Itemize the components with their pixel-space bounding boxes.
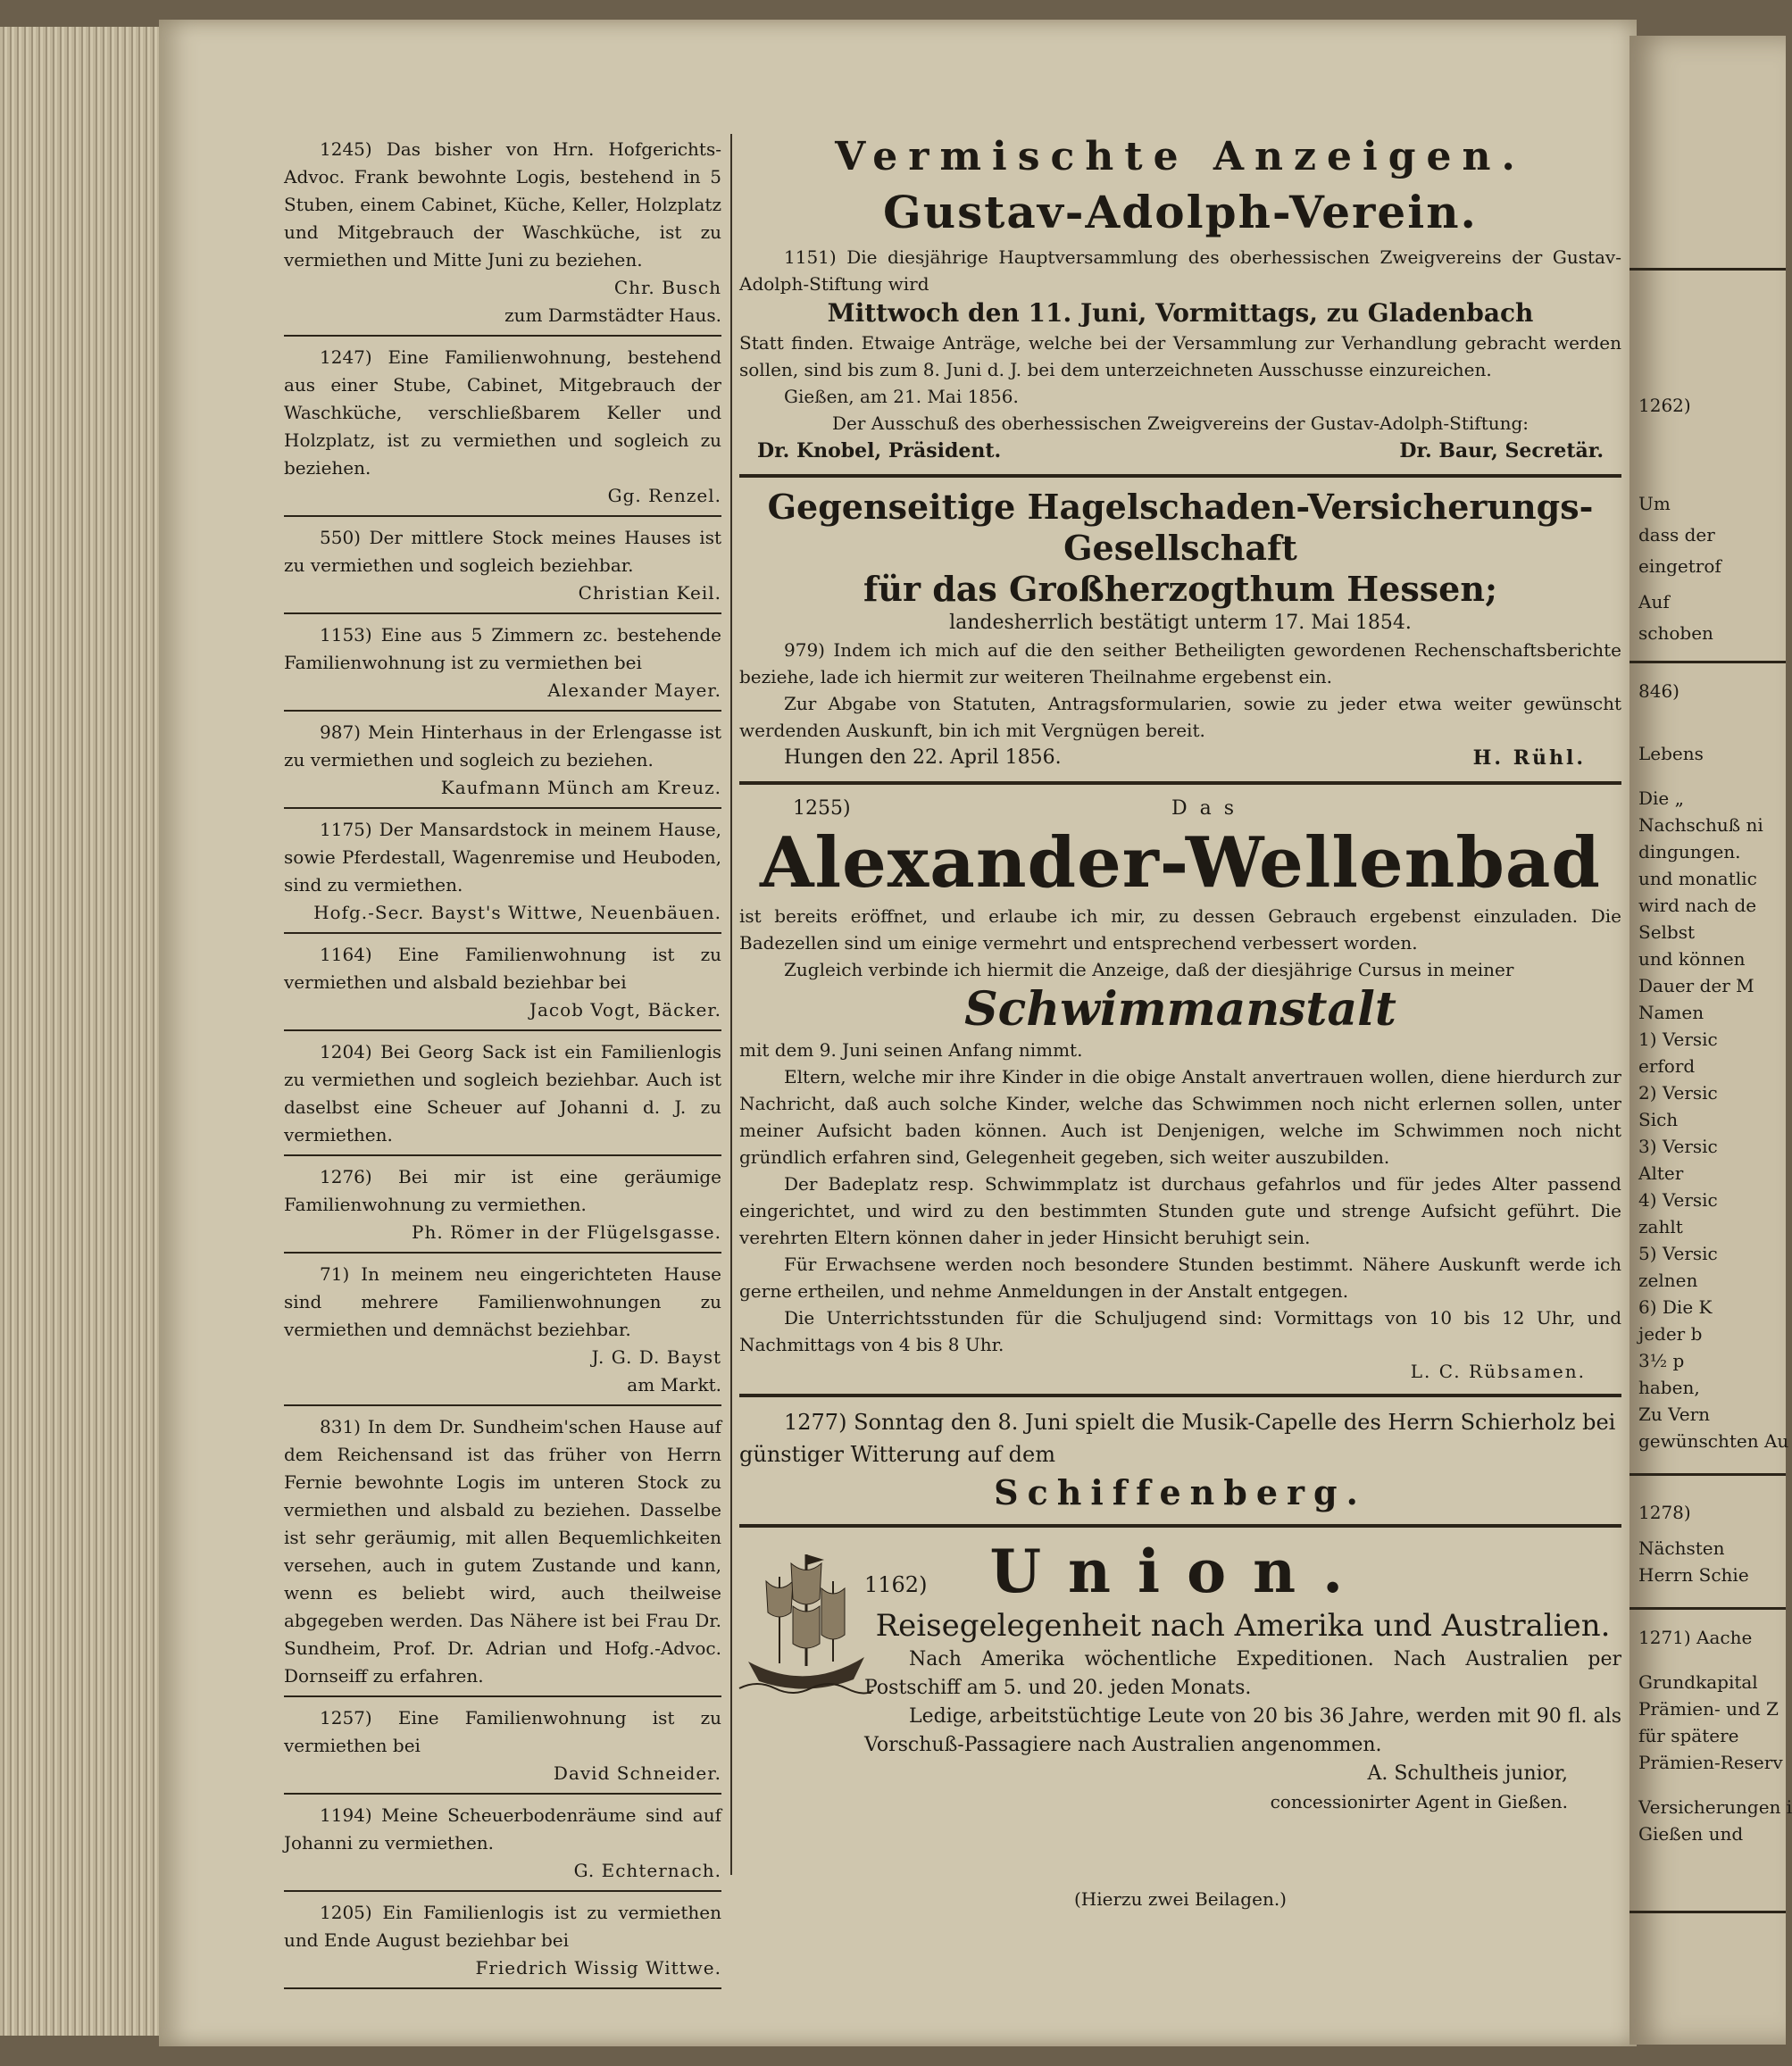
wellenbad-paragraph-2: Zugleich verbinde ich hiermit die Anzeige, daß der diesjährige Cursus in meiner xyxy=(784,959,1514,980)
union-paragraph-2: Ledige, arbeitstüchtige Leute von 20 bis 36 Jahre, werden mit 90 fl. als Vorschuß-Passagiere nach Australien angenommen. xyxy=(864,1705,1621,1756)
hagel-paragraph-2: Zur Abgabe von Statuten, Antragsformularien, sowie zu jeder etwa weiter gewünscht werdenden Auskunft, bin ich mit Vergnügen bereit. xyxy=(739,693,1621,741)
wellenbad-paragraph-7: Die Unterrichtsstunden für die Schuljugend sind: Vormittags von 10 bis 12 Uhr, und Nachmittags von 4 bis 8 Uhr. xyxy=(739,1307,1621,1355)
union-number: 1162) xyxy=(864,1572,928,1597)
adjacent-page-line: 1271) Aache xyxy=(1638,1627,1753,1648)
divider xyxy=(739,1394,1621,1397)
left-ad-signature: Gg. Renzel. xyxy=(607,485,721,506)
gustav-sig-left: Dr. Knobel, Präsident. xyxy=(757,439,1002,462)
left-ad-signature: Friedrich Wissig Wittwe. xyxy=(475,1957,721,1979)
left-ad-text: 71) In meinem neu eingerichteten Hause sind mehrere Familienwohnungen zu vermiethen und demnächst beziehbar. xyxy=(284,1263,721,1340)
left-ad xyxy=(284,1259,721,1406)
left-ad xyxy=(284,342,721,517)
union-ad xyxy=(739,1537,1621,1815)
adjacent-page-line: erford xyxy=(1638,1055,1696,1077)
left-ad-text: 1257) Eine Familienwohnung ist zu vermiethen bei xyxy=(284,1707,721,1756)
left-ad xyxy=(284,1703,721,1795)
adjacent-page-line: Lebens xyxy=(1638,743,1704,764)
adjacent-page-line: Sich xyxy=(1638,1109,1679,1130)
wellenbad-das: Das xyxy=(1171,797,1246,820)
adjacent-page-line: eingetrof xyxy=(1638,555,1721,577)
divider xyxy=(739,474,1621,478)
adjacent-page-line: Auf xyxy=(1638,591,1670,612)
adjacent-page-line: Prämien-Reserv xyxy=(1638,1752,1783,1773)
adjacent-page-line: wird nach de xyxy=(1638,895,1757,916)
left-ad-signature-2: am Markt. xyxy=(627,1374,721,1395)
left-ad-text: 1205) Ein Familienlogis ist zu vermiethen und Ende August beziehbar bei xyxy=(284,1902,721,1951)
divider xyxy=(739,1524,1621,1528)
wellenbad-signature: L. C. Rübsamen. xyxy=(1410,1361,1586,1382)
adjacent-page-line: Prämien- und Z xyxy=(1638,1698,1779,1720)
adjacent-page-line: Um xyxy=(1638,493,1671,514)
left-ad xyxy=(284,1800,721,1892)
adjacent-page-rule xyxy=(1629,661,1786,663)
left-ad-signature-2: zum Darmstädter Haus. xyxy=(504,304,721,326)
adjacent-page-line: haben, xyxy=(1638,1377,1700,1398)
adjacent-page-line: zelnen xyxy=(1638,1270,1698,1291)
wellenbad-ad xyxy=(739,794,1621,1385)
gustav-date: Gießen, am 21. Mai 1856. xyxy=(784,386,1019,407)
adjacent-page-line: und monatlic xyxy=(1638,868,1757,889)
left-ad-signature: Ph. Römer in der Flügelsgasse. xyxy=(412,1221,721,1243)
wellenbad-title: Alexander-Wellenbad xyxy=(760,822,1601,904)
gustav-sig-right: Dr. Baur, Secretär. xyxy=(1399,439,1604,462)
left-ad-signature: Jacob Vogt, Bäcker. xyxy=(529,999,721,1021)
adjacent-page-line: Zu Vern xyxy=(1638,1404,1711,1425)
left-ad-text: 987) Mein Hinterhaus in der Erlengasse ist zu vermiethen und sogleich zu beziehen. xyxy=(284,721,721,771)
left-ad-text: 1164) Eine Familienwohnung ist zu vermiethen und alsbald beziehbar bei xyxy=(284,944,721,993)
left-ad xyxy=(284,134,721,337)
adjacent-page-line: 846) xyxy=(1638,680,1679,702)
gustav-title: Gustav-Adolph-Verein. xyxy=(883,186,1478,238)
adjacent-page-fragment xyxy=(1629,36,1792,2045)
union-signature-1: A. Schultheis junior, xyxy=(1367,1762,1568,1785)
left-ad xyxy=(284,1162,721,1254)
gustav-paragraph-2: Statt finden. Etwaige Anträge, welche bei der Versammlung zur Verhandlung gebracht werden sollen, sind bis zum 8. Juni d. J. bei dem unterzeichneten Ausschusse einzureichen. xyxy=(739,332,1621,380)
adjacent-page-line: 3½ p xyxy=(1638,1350,1685,1371)
left-ad-text: 831) In dem Dr. Sundheim'schen Hause auf dem Reichensand ist das früher von Herrn Fernie bewohnte Logis im unteren Stock zu vermiethen und alsbald zu beziehen. Dasselbe ist sehr geräumig, mit allen Bequemlichkeiten versehen, auch in gutem Zustande und kann, wenn es beliebt wird, auch theilweise abgegeben werden. Das Nähere ist bei Frau Dr. Sundheim, Prof. Dr. Adrian und Hofg.-Advoc. Dornseiff zu erfahren. xyxy=(284,1416,721,1687)
adjacent-page-line: Namen xyxy=(1638,1002,1704,1023)
adjacent-page-line: jeder b xyxy=(1638,1323,1703,1345)
hagel-place-date: Hungen den 22. April 1856. xyxy=(784,746,1062,769)
adjacent-page-line: schoben xyxy=(1638,622,1713,644)
adjacent-page-line: dass der xyxy=(1638,524,1715,546)
hagel-title-2: für das Großherzogthum Hessen; xyxy=(863,569,1497,609)
union-subtitle: Reisegelegenheit nach Amerika und Australien. xyxy=(875,1608,1611,1644)
adjacent-page-line: Die „ xyxy=(1638,787,1684,809)
left-ad-text: 1194) Meine Scheuerbodenräume sind auf Johanni zu vermiethen. xyxy=(284,1804,721,1854)
ship-icon xyxy=(739,1545,873,1706)
musik-ad xyxy=(739,1406,1621,1515)
left-ad-signature: David Schneider. xyxy=(553,1762,721,1784)
adjacent-page-rule xyxy=(1629,268,1786,271)
left-ad xyxy=(284,939,721,1031)
wellenbad-paragraph-5: Der Badeplatz resp. Schwimmplatz ist durchaus gefahrlos und für jedes Alter passend eingerichtet, und wird zu den bestimmten Stunden gute und strenge Aufsicht geführt. Die verehrten Eltern können daher in jeder Hinsicht beruhigt sein. xyxy=(739,1173,1621,1248)
adjacent-page-line: Selbst xyxy=(1638,921,1696,943)
adjacent-page-line: Alter xyxy=(1638,1162,1684,1184)
adjacent-page-line: 3) Versic xyxy=(1638,1136,1718,1157)
gustav-committee: Der Ausschuß des oberhessischen Zweigvereins der Gustav-Adolph-Stiftung: xyxy=(831,412,1529,434)
adjacent-page-line: 2) Versic xyxy=(1638,1082,1718,1104)
adjacent-page-line: und können xyxy=(1638,948,1746,970)
left-ad-signature: Christian Keil. xyxy=(578,582,721,604)
adjacent-page-line: Versicherungen i xyxy=(1638,1796,1792,1818)
left-column-ads xyxy=(284,134,721,1979)
left-ad-signature: Hofg.-Secr. Bayst's Wittwe, Neuenbäuen. xyxy=(313,902,721,923)
adjacent-page-line: Nachschuß ni xyxy=(1638,814,1763,836)
adjacent-page-line: 6) Die K xyxy=(1638,1296,1713,1318)
hagel-title-1: Gegenseitige Hagelschaden-Versicherungs-Gesellschaft xyxy=(767,487,1594,568)
left-ad-text: 1204) Bei Georg Sack ist ein Familienlogis zu vermiethen und sogleich beziehbar. Auch ist daselbst eine Scheuer auf Johanni d. J. zu vermiethen. xyxy=(284,1041,721,1145)
left-ad xyxy=(284,814,721,934)
adjacent-page-rule xyxy=(1629,1911,1786,1913)
left-ad-signature: Kaufmann Münch am Kreuz. xyxy=(440,777,721,798)
left-ad xyxy=(284,522,721,614)
adjacent-page-line: 1) Versic xyxy=(1638,1029,1718,1050)
gustav-meeting: Mittwoch den 11. Juni, Vormittags, zu Gladenbach xyxy=(827,298,1534,328)
hagel-subtitle: landesherrlich bestätigt unterm 17. Mai 1854. xyxy=(949,612,1412,634)
left-ad-signature: Chr. Busch xyxy=(613,277,721,298)
wellenbad-paragraph-3: mit dem 9. Juni seinen Anfang nimmt. xyxy=(739,1039,1083,1061)
adjacent-page-line: Grundkapital xyxy=(1638,1671,1758,1693)
wellenbad-paragraph-1: ist bereits eröffnet, und erlaube ich mir, zu dessen Gebrauch ergebenst einzuladen. Die Badezellen sind um einige vermehrt und entsprechend verbessert worden. xyxy=(739,905,1621,954)
left-ad-text: 550) Der mittlere Stock meines Hauses ist zu vermiethen und sogleich beziehbar. xyxy=(284,527,721,576)
left-ad xyxy=(284,1037,721,1156)
musik-place: Schiffenberg. xyxy=(994,1472,1367,1512)
left-ad xyxy=(284,620,721,712)
musik-text: 1277) Sonntag den 8. Juni spielt die Musik-Capelle des Herrn Schierholz bei günstiger Witterung auf dem xyxy=(739,1410,1616,1467)
left-ad-signature: G. Echternach. xyxy=(573,1860,721,1881)
union-title: Union. xyxy=(989,1537,1371,1606)
adjacent-page-line: 5) Versic xyxy=(1638,1243,1718,1264)
adjacent-page-line: Nächsten xyxy=(1638,1537,1725,1559)
wellenbad-paragraph-4: Eltern, welche mir ihre Kinder in die obige Anstalt anvertrauen wollen, diene hierdurch zur Nachricht, daß auch solche Kinder, welche das Schwimmen noch nicht erlernen sollen, unter meiner Aufsicht baden können. Auch ist Denjenigen, welche im Schwimmen noch nicht gründlich erfahren sind, Gelegenheit gegeben, sich weiter auszubilden. xyxy=(739,1066,1621,1168)
adjacent-page-line: für spätere xyxy=(1638,1725,1739,1746)
adjacent-page-line: 1278) xyxy=(1638,1502,1691,1523)
adjacent-page-line: dingungen. xyxy=(1638,841,1741,862)
adjacent-page-rule xyxy=(1629,1607,1786,1610)
adjacent-page-line: zahlt xyxy=(1638,1216,1683,1237)
left-ad-signature: J. G. D. Bayst xyxy=(591,1346,721,1368)
right-column xyxy=(739,134,1621,1884)
adjacent-page-line: Herrn Schie xyxy=(1638,1564,1749,1586)
left-ad-text: 1175) Der Mansardstock in meinem Hause, sowie Pferdestall, Wagenremise und Heuboden, sind zu vermiethen. xyxy=(284,819,721,896)
wellenbad-paragraph-6: Für Erwachsene werden noch besondere Stunden bestimmt. Nähere Auskunft werde ich gerne ertheilen, und nehme Anmeldungen in der Anstalt entgegen. xyxy=(739,1254,1621,1302)
adjacent-page-line: gewünschten Au xyxy=(1638,1430,1789,1452)
left-ad-text: 1247) Eine Familienwohnung, bestehend aus einer Stube, Cabinet, Mitgebrauch der Waschküche, verschließbarem Keller und Holzplatz, ist zu vermiethen und sogleich zu beziehen. xyxy=(284,346,721,479)
left-ad-signature: Alexander Mayer. xyxy=(547,679,721,701)
hagel-signature: H. Rühl. xyxy=(1472,746,1586,770)
left-ad xyxy=(284,1897,721,1989)
adjacent-page-line: Gießen und xyxy=(1638,1823,1744,1845)
hagel-paragraph-1: 979) Indem ich mich auf die den seither Betheiligten gewordenen Rechenschaftsberichte beziehe, lade ich hiermit zur weiteren Theilnahme ergebenst ein. xyxy=(739,639,1621,687)
left-ad-text: 1153) Eine aus 5 Zimmern zc. bestehende Familienwohnung ist zu vermiethen bei xyxy=(284,624,721,673)
adjacent-page-rule xyxy=(1629,1473,1786,1476)
footer-note: (Hierzu zwei Beilagen.) xyxy=(1074,1888,1287,1910)
wellenbad-number: 1255) xyxy=(793,797,851,820)
left-ad-text: 1276) Bei mir ist eine geräumige Familienwohnung zu vermiethen. xyxy=(284,1166,721,1215)
divider xyxy=(739,781,1621,785)
adjacent-page-line: 4) Versic xyxy=(1638,1189,1718,1211)
left-ad xyxy=(284,1412,721,1697)
left-ad xyxy=(284,717,721,809)
column-divider xyxy=(730,134,732,1875)
book-page-edges xyxy=(0,27,171,2036)
left-ad-text: 1245) Das bisher von Hrn. Hofgerichts-Advoc. Frank bewohnte Logis, bestehend in 5 Stuben, einem Cabinet, Küche, Keller, Holzplatz und Mitgebrauch der Waschküche, ist zu vermiethen und Mitte Juni zu beziehen. xyxy=(284,138,721,271)
gustav-paragraph-1: 1151) Die diesjährige Hauptversammlung des oberhessischen Zweigvereins der Gustav-Adolph-Stiftung wird xyxy=(739,246,1621,295)
adjacent-page-line: 1262) xyxy=(1638,395,1691,416)
gustav-adolph-ad xyxy=(739,185,1621,465)
adjacent-page-line: Dauer der M xyxy=(1638,975,1754,996)
union-paragraph-1: Nach Amerika wöchentliche Expeditionen. Nach Australien per Postschiff am 5. und 20. jeden Monats. xyxy=(864,1648,1621,1699)
union-signature-2: concessionirter Agent in Gießen. xyxy=(1270,1791,1568,1812)
schwimmanstalt-title: Schwimmanstalt xyxy=(964,982,1396,1037)
hagel-ad xyxy=(739,487,1621,772)
section-title: Vermischte Anzeigen. xyxy=(835,134,1526,179)
